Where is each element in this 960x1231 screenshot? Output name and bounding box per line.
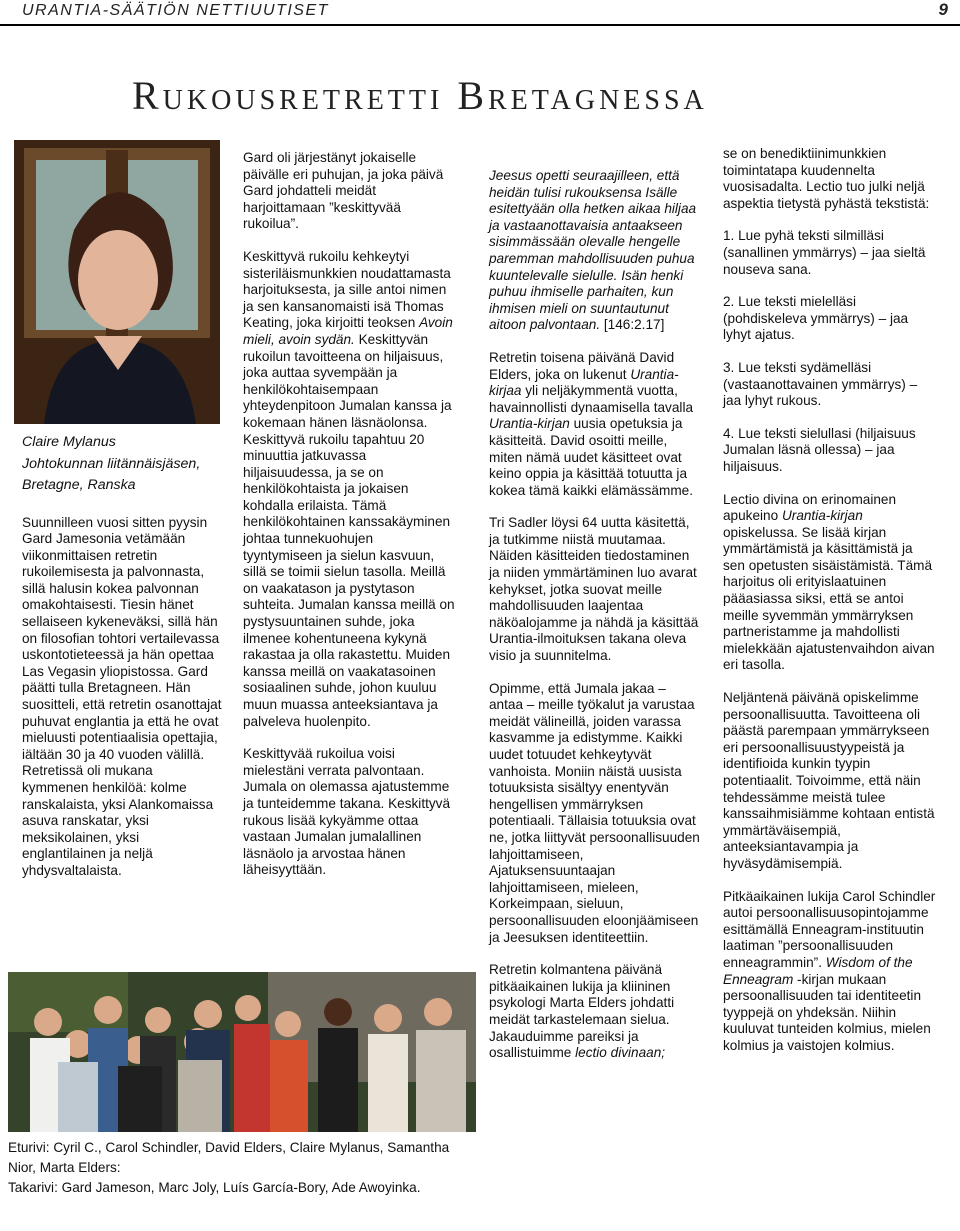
group-photo-caption [8,1138,478,1198]
page-header [0,0,960,26]
front-row-label: Eturivi: [8,1140,50,1155]
portrait-photo [14,140,220,424]
quote-reference: [146:2.17] [600,317,665,333]
col4-paragraph-4 [723,889,938,1055]
column-1 [22,432,222,896]
col4-p2-a: Lectio divina on erinomainen apukeino [723,491,897,524]
col4-p4-book: Wisdom of the Enneagram [723,954,913,987]
col3-paragraph-5 [489,962,701,1062]
quote-text: Jeesus opetti seuraajilleen, että heidän tulisi rukouksensa Isälle esitettyään olla hetken aikaa hiljaa ja vastaanottavaisia antaakseen sisimmässään olevalle hengelle paremman mahdollisuuden puhua kuuntelevalle sielulle. Isän henki puhuu ihmiselle parhaiten, kun ihmisen mieli on suuntautunut aitoon palvontaan. [489,168,697,333]
front-row-names: Cyril C., Carol Schindler, David Elders, Claire Mylanus, Samantha Nior, Marta Elders: [8,1140,450,1175]
publication-name: URANTIA-SÄÄTIÖN NETTIUUTISET [22,2,329,19]
col3-p2-c: yli neljäkymmentä vuotta, havainnollisti dynaamisella tavalla [489,383,694,415]
group-illustration [8,972,476,1132]
col4-paragraph-2 [723,492,938,675]
col4-paragraph-1: se on benediktiinimunkkien toimintatapa kuudennelta vuosisadalta. Lectio tuo julki neljä aspektia tietystä pyhästä tekstistä: [723,146,930,211]
group-photo [8,972,476,1132]
col3-paragraph-4: Opimme, että Jumala jakaa – antaa – meille työkalut ja varustaa meidät välineillä, joiden varassa kasvamme ja edistymme. Kaikki uudet totuudet kehkeytyvät vanhoista. Moniin näistä uusista totuuksista sisältyy enentyvän hengellisen ymmärryksen potentiaali. Tällaisia totuuksia ovat ne, jotka liittyvät persoonallisuuden lahjoittamiseen, Ajatuksensuuntaajan lahjoittamiseen, mieleen, Korkeimpaan, sieluun, persoonallisuuden eloonjäämiseen ja Jeesuksen identiteettiin. [489,680,700,945]
col3-p2-e: uusia opetuksia ja käsitteitä. David osoitti meille, miten nämä uudet käsitteet ovat keino oppia ja käsittää totuutta ja kokea tämä kaikki elämässämme. [489,416,693,498]
lectio-step-1: 1. Lue pyhä teksti silmilläsi (sanallinen ymmärrys) – jaa sieltä nouseva sana. [723,228,926,277]
col4-p4-a: Pitkäaikainen lukija Carol Schindler autoi persoonallisuusopintojamme esittämällä Enneagram-instituutin laatiman ”persoonallisuuden enneagrammin”. [723,888,936,970]
col3-paragraph-2 [489,350,701,499]
portrait-caption [22,432,222,497]
col3-paragraph-3: Tri Sadler löysi 64 uutta käsitettä, ja tutkimme niistä muutamaa. Näiden käsitteiden tiedostaminen ja niiden ymmärtäminen luo avarat kehykset, jotka suovat meille mahdollisuuden laajentaa näköalojamme ja nähdä ja käsittää Urantia-ilmoituksen takana oleva visio ja suunnitelma. [489,515,699,664]
page-number: 9 [938,0,948,19]
col2-paragraph-1: Gard oli järjestänyt jokaiselle päivälle eri puhujan, ja joka päivä Gard johdatteli meidät harjoittamaan ”keskittyvää rukoilua”. [243,150,444,232]
lectio-step-2: 2. Lue teksti mielelläsi (pohdiskeleva ymmärrys) – jaa lyhyt ajatus. [723,294,909,343]
caption-role: Johtokunnan liitännäisjäsen, [22,455,201,472]
col1-paragraph-1: Suunnilleen vuosi sitten pyysin Gard Jamesonia vetämään viikonmittaisen retretin rukoilemisesta ja palvonnasta, sillä halusin kokea palvonnan omakohtaisesti. Tiesin hänet sellaiseen kykeneväksi, sillä hän on filosofian tohtori vertailevassa uskontotieteessä ja hän opettaa Las Vegasin yliopistossa. Gard päätti tulla Bretagneen. Hän suositteli, että retretin osanottajat puhuvat englantia ja että he ovat mieluusti potentiaalisia opettajia, iältään 30 ja 40 vuoden välillä. Retretissä oli mukana kymmenen henkilöä: kolme ranskalaista, yksi Alankomaissa asuva ranskatar, yksi meksikolainen, yksi englantilainen ja neljä yhdysvaltalaista. [22,514,222,878]
back-row-names: Gard Jameson, Marc Joly, Luís García-Bory, Ade Awoyinka. [57,1180,421,1195]
article-title: Rukousretretti Bretagnessa [132,73,708,118]
front-row-caption [8,1138,478,1178]
col2-p2-text-a: Keskittyvä rukoilu kehkeytyi sisteriläismunkkien noudattamasta harjoituksesta, ja sille antoi nimen ja sen kansanomaisti isä Thomas Keating, joka kirjoitti teoksen [243,248,451,331]
col3-p2-a: Retretin toisena päivänä David Elders, joka on lukenut [489,349,675,382]
col4-paragraph-3: Neljäntenä päivänä opiskelimme persoonallisuutta. Tavoitteena oli päästä parempaan ymmärrykseen eri persoonallisuustyypeistä ja identifioida kunkin tyypin potentiaalit. Toivoimme, että näin tehdessämme meistä tulee kanssaihmisiämme kohtaan entistä ymmärtäväisempiä, anteeksiantavampia ja hyväsydämisempiä. [723,690,935,871]
column-3 [489,168,701,1078]
caption-location: Bretagne, Ranska [22,477,136,493]
col4-p2-c: opiskelussa. Se lisää kirjan ymmärtämistä ja käsittämistä ja sen opetusten sisäistämistä. Tämä harjoitus oli erityislaatuinen pääasiassa siksi, että se antoi meille syvemmän ymmärryksen partneristamme ja mahdollisti mielekkään ajatustenvaihdon aivan eri tasolla. [723,524,935,673]
col3-p2-book-2: Urantia-kirjan [489,416,570,432]
col2-paragraph-2 [243,249,455,730]
column-4 [723,146,938,1071]
col2-p2-text-c: Keskittyvän rukoilun tavoitteena on hiljaisuus, joka auttaa syvempään ja henkilökohtaisempaan yhteydenpitoon Jumalan kanssa ja kokemaan hänen läsnäolonsa. Keskittyvä rukoilu tapahtuu 20 minuuttia jatkuvassa hiljaisuudessa, ja se on henkilökohtaista ja jokaisen kohdalla erilaista. Tämä henkilökohtainen kanssakäyminen johtaa tunnekuohujen tyyntymiseen ja sielun kasvuun, sillä se toimii sielun tasolla. Meillä on vaakatason ja pystytason suhteita. Jumalan kanssa meillä on pystysuuntainen suhde, joka ilmenee kohentuneena kykynä rakastaa ja olla rakastettu. Muiden kanssa meillä on vaakatasoinen sosiaalinen suhde, johon kuuluu muun muassa anteeksiantava ja palveleva huolenpito. [243,331,455,729]
col4-p2-book: Urantia-kirjan [781,508,863,524]
col3-p5-b: lectio divinaan; [575,1045,666,1061]
col3-quote [489,168,701,334]
back-row-caption [8,1178,478,1198]
portrait-illustration [14,140,220,424]
lectio-step-4: 4. Lue teksti sielullasi (hiljaisuus Jumalan läsnä ollessa) – jaa hiljaisuus. [723,425,916,474]
col3-p2-book: Urantia-kirjaa [489,366,679,399]
col2-book-title: Avoin mieli, avoin sydän. [243,315,453,347]
col2-paragraph-3: Keskittyvää rukoilua voisi mielestäni verrata palvontaan. Jumala on olemassa ajatustemme ja tunteidemme takana. Keskittyvä rukous lisää kykyämme ottaa vastaan Jumalan jumalallinen läsnäolo ja arvostaa hänen läheisyyttään. [243,746,451,878]
back-row-label: Takarivi: [8,1180,58,1195]
column-2 [243,150,455,895]
caption-name: Claire Mylanus [22,434,116,450]
col4-p4-c: -kirjan mukaan persoonallisuuden tai identiteetin tyyppejä on yhdeksän. Niihin kuuluvat tunteiden kolmius, mielen kolmius ja vaistojen kolmius. [723,971,931,1053]
col3-p5-a: Retretin kolmantena päivänä pitkäaikainen lukija ja kliininen psykologi Marta Elders johdatti meidät tarkastelemaan sielua. Jakauduimme pareiksi ja osallistuimme [489,962,675,1061]
lectio-step-3: 3. Lue teksti sydämelläsi (vastaanottavainen ymmärrys) – jaa lyhyt rukous. [723,359,918,409]
